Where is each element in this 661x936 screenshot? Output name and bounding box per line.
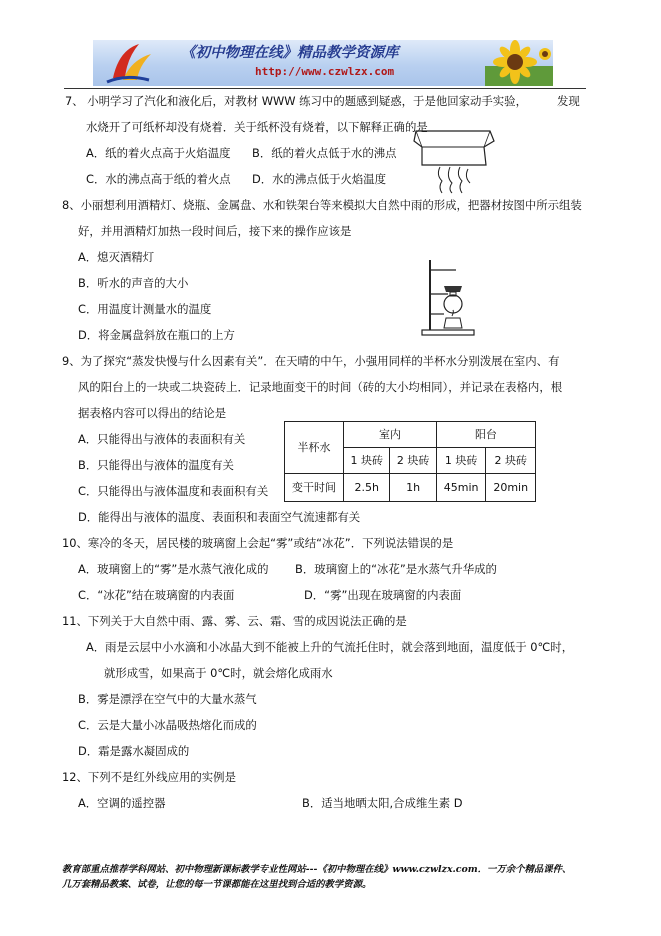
page-footer (62, 863, 622, 892)
q12-option-a: A．空调的遥控器 (78, 796, 166, 810)
q12-option-b: B．适当地晒太阳,合成维生素 D (302, 796, 463, 810)
footer-line-2: 几万套精品教案、试卷，让您的每一节课都能在这里找到合适的教学资源。 (62, 878, 372, 890)
table-cell: 20min (486, 474, 536, 502)
q10-option-a: A．玻璃窗上的“雾”是水蒸气液化成的 (78, 562, 269, 576)
q7-option-d: D．水的沸点低于火焰温度 (252, 172, 387, 186)
q7-option-b: B．纸的着火点低于水的沸点 (252, 146, 397, 160)
table-cell: 1h (390, 474, 436, 502)
table-subhead-indoor-1: 1 块砖 (344, 448, 390, 474)
banner-url[interactable]: http://www.czwlzx.com (255, 65, 395, 78)
q9-option-b: B．只能得出与液体的温度有关 (78, 458, 234, 472)
q10-stem: 10、寒冷的冬天，居民楼的玻璃窗上会起“雾”或结“冰花”．下列说法错误的是 (62, 536, 454, 550)
table-subhead-balcony-2: 2 块砖 (486, 448, 536, 474)
q8-option-b: B．听水的声音的大小 (78, 276, 189, 290)
q11-option-a-line2: 就形成雪，如果高于 0℃时，就会熔化成雨水 (104, 666, 333, 680)
q11-stem: 11、下列关于大自然中雨、露、雾、云、霜、雪的成因说法正确的是 (62, 614, 407, 628)
site-logo-icon (99, 40, 159, 86)
q8-option-d: D．将金属盘斜放在瓶口的上方 (78, 328, 235, 342)
table-subhead-balcony-1: 1 块砖 (436, 448, 486, 474)
q11-option-c: C．云是大量小冰晶吸热熔化而成的 (78, 718, 257, 732)
q9-stem-line1: 9、为了探究“蒸发快慢与什么因素有关”．在天晴的中午，小强用同样的半杯水分别泼展在室内、有 (62, 354, 560, 368)
table-cell: 45min (436, 474, 486, 502)
sunflower-icon (485, 40, 553, 86)
q9-option-a: A．只能得出与液体的表面积有关 (78, 432, 246, 446)
header-divider (64, 88, 586, 89)
q8-option-c: C．用温度计测量水的温度 (78, 302, 212, 316)
footer-line-1: 教育部重点推荐学科网站、初中物理新课标教学专业性网站---《初中物理在线》www.czwlzx.com．一万余个精品课件、 (62, 864, 572, 875)
q11-option-b: B．雾是漂浮在空气中的大量水蒸气 (78, 692, 257, 706)
q9-stem-line2: 风的阳台上的一块或二块瓷砖上．记录地面变干的时间（砖的大小均相同），并记录在表格内，根 (78, 380, 563, 394)
table-subhead-indoor-2: 2 块砖 (390, 448, 436, 474)
q7-stem-line1-end: 发现 (557, 94, 580, 108)
header-banner (93, 40, 553, 86)
table-row-header: 半杯水 (285, 422, 344, 474)
paper-cup-boiling-figure (412, 125, 498, 195)
q9-option-c: C．只能得出与液体温度和表面积有关 (78, 484, 269, 498)
q7-option-c: C．水的沸点高于纸的着火点 (86, 172, 231, 186)
q8-stem-line2: 好，并用酒精灯加热一段时间后，接下来的操作应该是 (78, 224, 352, 238)
table-col-balcony: 阳台 (436, 422, 535, 448)
q10-option-b: B．玻璃窗上的“冰花”是水蒸气升华成的 (295, 562, 497, 576)
table-time-label: 变干时间 (285, 474, 344, 502)
table-cell: 2.5h (344, 474, 390, 502)
q7-stem-line2: 水烧开了可纸杯却没有烧着．关于纸杯没有烧着，以下解释正确的是 (86, 120, 428, 134)
q11-option-a-line1: A．雨是云层中小水滴和小冰晶大到不能被上升的气流托住时，就会落到地面，温度低于 0℃时， (86, 640, 574, 654)
q8-stem-line1: 8、小丽想利用酒精灯、烧瓶、金属盘、水和铁架台等来模拟大自然中雨的形成，把器材按图中所示组装 (62, 198, 582, 212)
q10-option-d: D．“雾”出现在玻璃窗的内表面 (304, 588, 462, 602)
iron-stand-apparatus-figure (418, 256, 478, 338)
banner-title: 《初中物理在线》精品教学资源库 (181, 44, 399, 61)
q9-option-d: D．能得出与液体的温度、表面积和表面空气流速都有关 (78, 510, 361, 524)
q7-stem-line1: 7、 小明学习了汽化和液化后，对教材 WWW 练习中的题感到疑惑，于是他回家动手实验， (65, 94, 527, 108)
q7-option-a: A．纸的着火点高于火焰温度 (86, 146, 231, 160)
q9-stem-line3: 据表格内容可以得出的结论是 (78, 406, 227, 420)
table-col-indoor: 室内 (344, 422, 437, 448)
q8-option-a: A．熄灭酒精灯 (78, 250, 155, 264)
evaporation-table (284, 421, 536, 502)
q11-option-d: D．霜是露水凝固成的 (78, 744, 190, 758)
q12-stem: 12、下列不是红外线应用的实例是 (62, 770, 236, 784)
q10-option-c: C．“冰花”结在玻璃窗的内表面 (78, 588, 235, 602)
